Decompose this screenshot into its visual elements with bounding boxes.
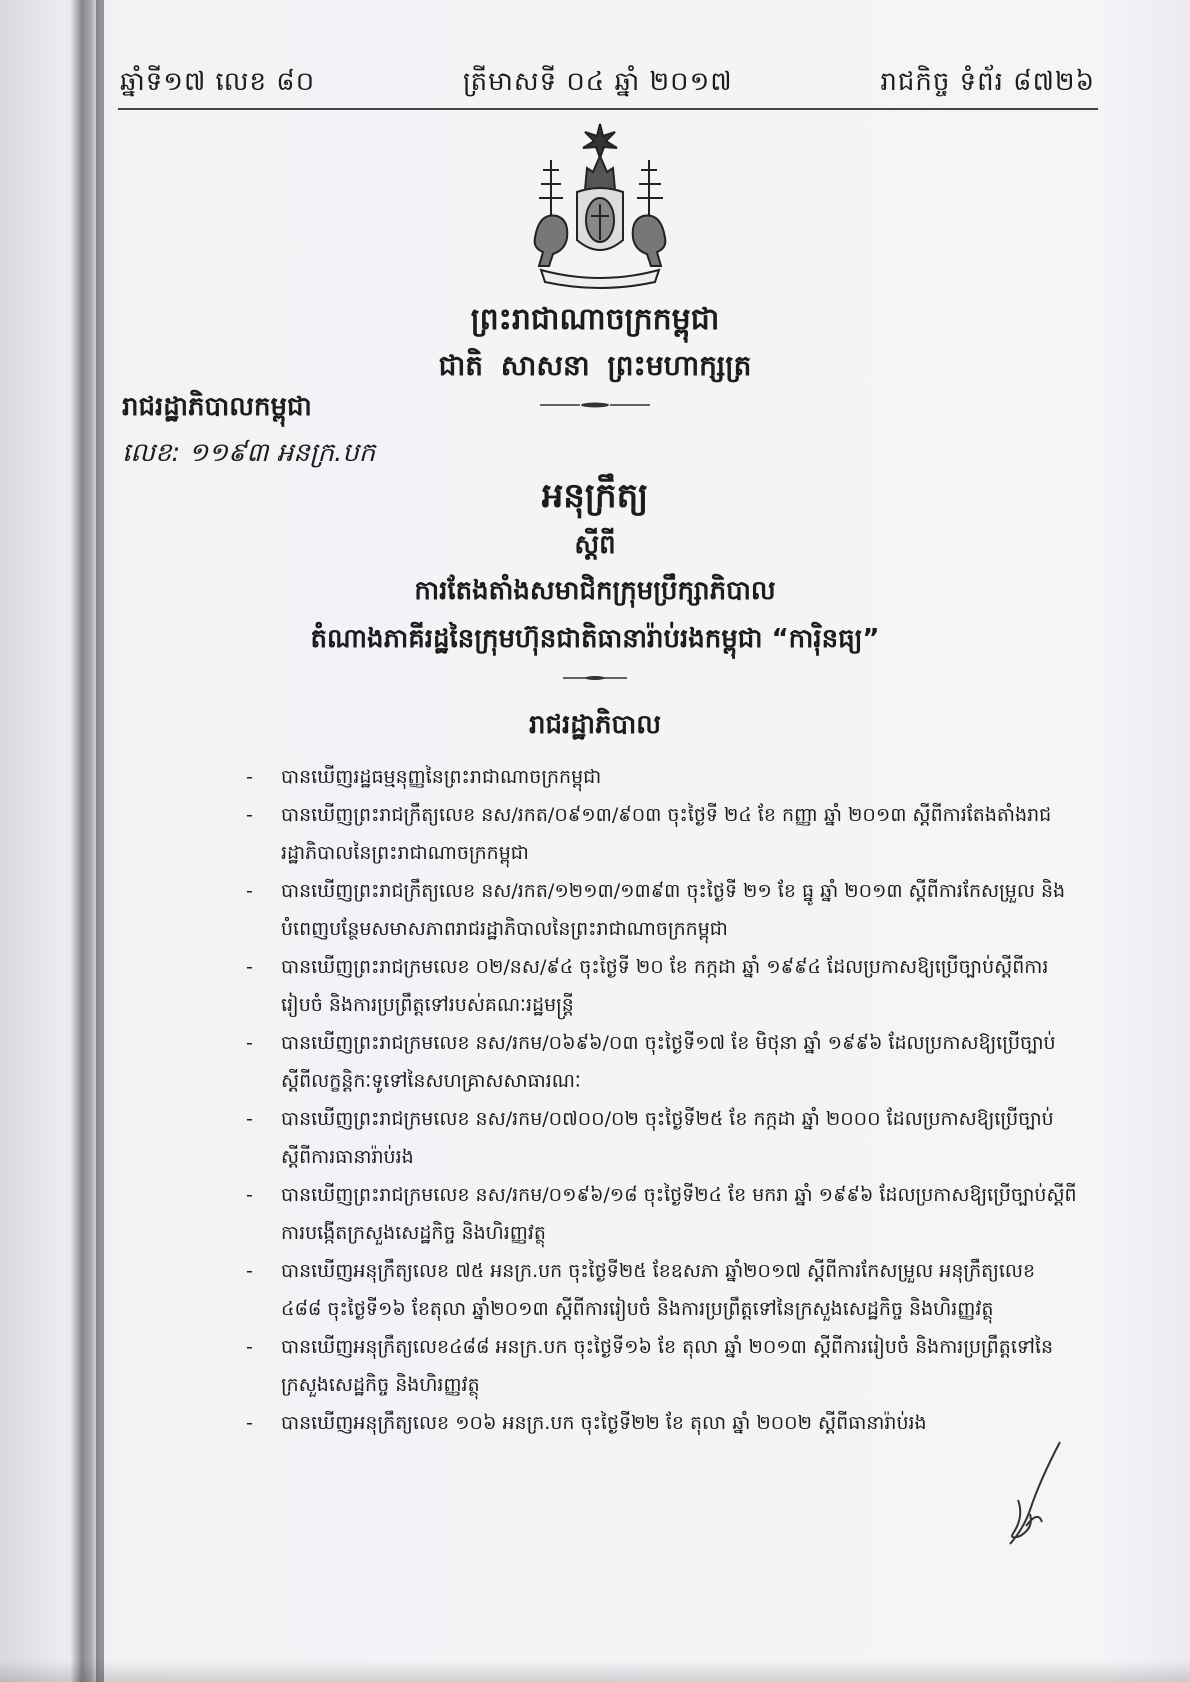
header-rule <box>118 108 1098 110</box>
list-marker: - <box>246 1032 253 1054</box>
document-about: ស្តីពី <box>574 530 616 560</box>
small-divider <box>563 676 627 680</box>
list-marker: - <box>246 880 253 902</box>
list-marker: - <box>246 1108 253 1130</box>
document-type: អនុក្រឹត្យ <box>541 476 649 516</box>
list-marker: - <box>246 1260 253 1282</box>
list-marker: - <box>246 804 253 826</box>
signature-initials-icon <box>990 1440 1070 1550</box>
list-marker: - <box>246 956 253 978</box>
list-marker: - <box>246 1184 253 1206</box>
consideration-item <box>246 948 1081 1024</box>
document-number: លេខ: ១១៩៣ អនក្រ.បក <box>122 438 376 468</box>
consideration-text: បានឃើញព្រះរាជក្រមលេខ នស/រកម/០១៩៦/១៨ ចុះថ្ងៃទី២៤ ខែ មករា ឆ្នាំ ១៩៩៦ ដែលប្រកាសឱ្យប្រើច្បាប់ស្តីពីការបង្កើតក្រសួងសេដ្ឋកិច្ច និងហិរញ្ញវត្ថុ <box>281 1184 1077 1244</box>
consideration-item <box>246 1024 1081 1100</box>
ornament-divider <box>540 402 650 408</box>
gazette-page: រាជកិច្ច ទំព័រ ៨៧២៦ <box>880 67 1095 97</box>
issuer-name: រាជរដ្ឋាភិបាលកម្ពុជា <box>122 392 312 422</box>
consideration-item <box>246 1404 1081 1442</box>
national-motto: ជាតិ សាសនា ព្រះមហាក្សត្រ <box>438 349 752 382</box>
gazette-year-issue: ឆ្នាំទី១៧ លេខ ៨០ <box>120 67 316 97</box>
consideration-text: បានឃើញព្រះរាជក្រឹត្យលេខ នស/រកត/១២១៣/១៣៩៣ ចុះថ្ងៃទី ២១ ខែ ធ្នូ ឆ្នាំ ២០១៣ ស្តីពីការកែសម្រួល និងបំពេញបន្ថែមសមាសភាពរាជរដ្ឋាភិបាលនៃព្រះរាជាណាចក្រកម្ពុជា <box>281 880 1066 940</box>
consideration-item <box>246 872 1081 948</box>
consideration-text: បានឃើញព្រះរាជក្រមលេខ នស/រកម/០៦៩៦/០៣ ចុះថ្ងៃទី១៧ ខែ មិថុនា ឆ្នាំ ១៩៩៦ ដែលប្រកាសឱ្យប្រើច្បាប់ស្តីពីលក្ខន្តិកៈទូទៅនៃសហគ្រាសសាធារណៈ <box>281 1032 1056 1092</box>
consideration-text: បានឃើញអនុក្រឹត្យលេខ ១០៦ អនក្រ.បក ចុះថ្ងៃទី២២ ខែ តុលា ឆ្នាំ ២០០២ ស្តីពីធានារ៉ាប់រង <box>281 1412 927 1434</box>
scan-bottom-shadow <box>0 1660 1190 1682</box>
consideration-item <box>246 758 1081 796</box>
royal-arms-icon <box>525 120 675 290</box>
scan-binding-line <box>96 0 104 1682</box>
consideration-item <box>246 1176 1081 1252</box>
subject-line-1: ការតែងតាំងសមាជិកក្រុមប្រឹក្សាភិបាល <box>414 576 776 606</box>
kingdom-title: ព្រះរាជាណាចក្រកម្ពុជា <box>470 302 720 337</box>
subject-line-2: តំណាងភាគីរដ្ឋនៃក្រុមហ៊ុនជាតិធានារ៉ាប់រងកម្ពុជា “ការ៉ិនធ្យ” <box>310 624 880 654</box>
considerations-list <box>246 758 1081 1442</box>
consideration-text: បានឃើញព្រះរាជក្រមលេខ ០២/នស/៩៤ ចុះថ្ងៃទី ២០ ខែ កក្កដា ឆ្នាំ ១៩៩៤ ដែលប្រកាសឱ្យប្រើច្បាប់ស្តីពីការរៀបចំ និងការប្រព្រឹត្តទៅរបស់គណៈរដ្ឋមន្ត្រី <box>281 956 1049 1016</box>
consideration-item <box>246 796 1081 872</box>
consideration-text: បានឃើញព្រះរាជក្រឹត្យលេខ នស/រកត/០៩១៣/៩០៣ ចុះថ្ងៃទី ២៤ ខែ កញ្ញា ឆ្នាំ ២០១៣ ស្តីពីការតែងតាំងរាជរដ្ឋាភិបាលនៃព្រះរាជាណាចក្រកម្ពុជា <box>281 804 1052 864</box>
consideration-item <box>246 1328 1081 1404</box>
consideration-text: បានឃើញរដ្ឋធម្មនុញ្ញនៃព្រះរាជាណាចក្រកម្ពុជា <box>281 766 602 788</box>
consideration-item <box>246 1100 1081 1176</box>
gazette-date: ត្រីមាសទី ០៤ ឆ្នាំ ២០១៧ <box>462 67 733 97</box>
body-heading: រាជរដ្ឋាភិបាល <box>528 710 662 740</box>
consideration-text: បានឃើញអនុក្រឹត្យលេខ ៧៥ អនក្រ.បក ចុះថ្ងៃទី២៥ ខែឧសភា ឆ្នាំ២០១៧ ស្តីពីការកែសម្រួល អនុក្រឹត្យលេខ ៤៨៨ ចុះថ្ងៃទី១៦ ខែតុលា ឆ្នាំ២០១៣ ស្តីពីការរៀបចំ និងការប្រព្រឹត្តទៅនៃក្រសួងសេដ្ឋកិច្ច និងហិរញ្ញវត្ថុ <box>281 1260 1036 1320</box>
gazette-header <box>120 64 1095 104</box>
consideration-text: បានឃើញព្រះរាជក្រមលេខ នស/រកម/០៧០០/០២ ចុះថ្ងៃទី២៥ ខែ កក្កដា ឆ្នាំ ២០០០ ដែលប្រកាសឱ្យប្រើច្បាប់ស្តីពីការធានារ៉ាប់រង <box>281 1108 1054 1168</box>
list-marker: - <box>246 1336 253 1358</box>
list-marker: - <box>246 766 253 788</box>
consideration-text: បានឃើញអនុក្រឹត្យលេខ៤៨៨ អនក្រ.បក ចុះថ្ងៃទី១៦ ខែ តុលា ឆ្នាំ ២០១៣ ស្តីពីការរៀបចំ និងការប្រព្រឹត្តទៅនៃក្រសួងសេដ្ឋកិច្ច និងហិរញ្ញវត្ថុ <box>281 1336 1054 1396</box>
list-marker: - <box>246 1412 253 1434</box>
consideration-item <box>246 1252 1081 1328</box>
